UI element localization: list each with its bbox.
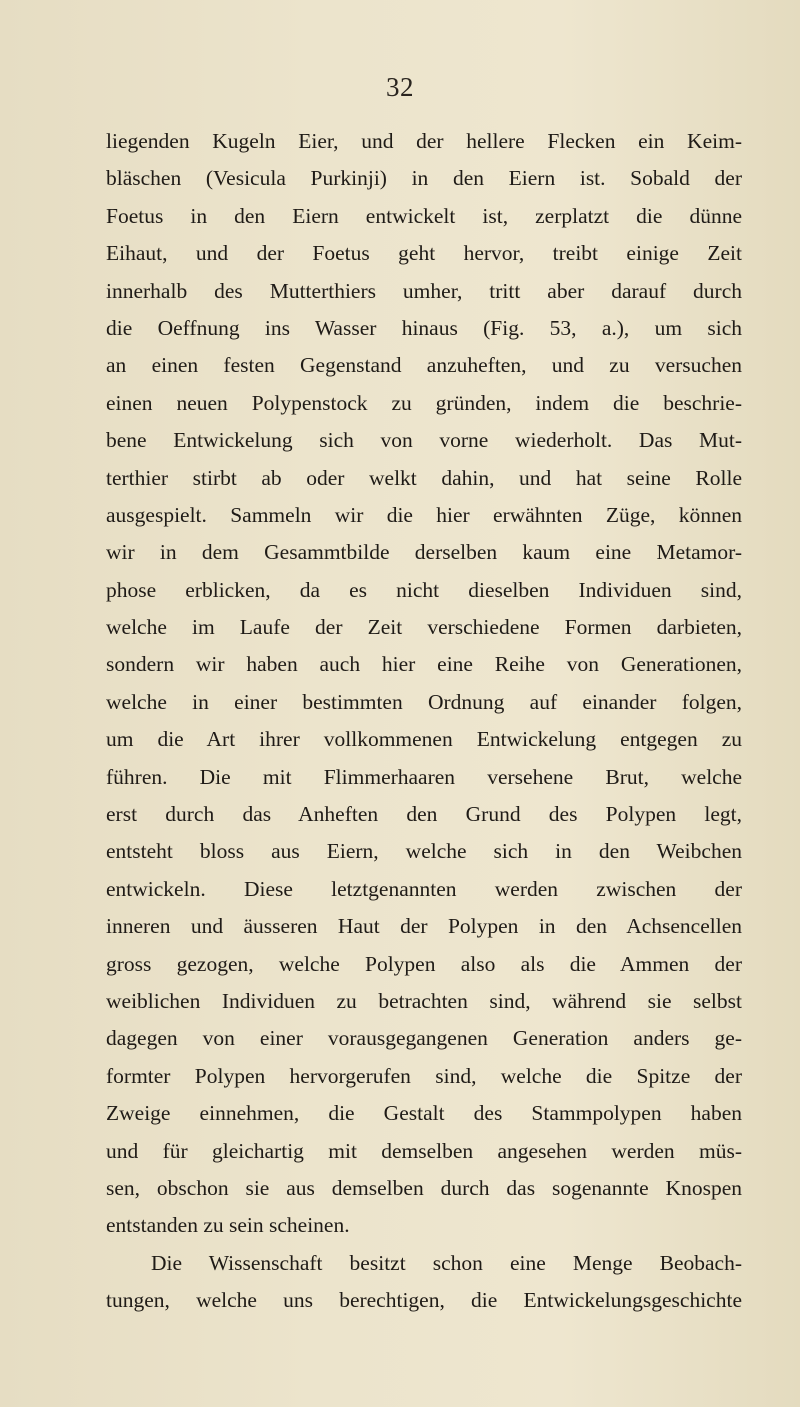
text-line: entstanden zu sein scheinen. — [106, 1213, 350, 1238]
text-line: tungen, welche uns berechtigen, die Entwickelungsgeschichte — [106, 1288, 742, 1313]
text-line: sen, obschon sie aus demselben durch das sogenannte Knospen — [106, 1175, 742, 1200]
body-text — [106, 123, 742, 1320]
text-line: bene Entwickelung sich von vorne wiederholt. Das Mut- — [106, 428, 742, 453]
text-line: einen neuen Polypenstock zu gründen, indem die beschrie- — [106, 390, 742, 415]
text-line: führen. Die mit Flimmerhaaren versehene Brut, welche — [106, 764, 742, 789]
text-line: Die Wissenschaft besitzt schon eine Menge Beobach- — [151, 1250, 742, 1275]
text-line: phose erblicken, da es nicht dieselben Individuen sind, — [106, 577, 742, 602]
text-line: die Oeffnung ins Wasser hinaus (Fig. 53, a.), um sich — [106, 315, 742, 340]
text-line: welche im Laufe der Zeit verschiedene Formen darbieten, — [106, 615, 742, 640]
text-line: Zweige einnehmen, die Gestalt des Stammpolypen haben — [106, 1101, 742, 1126]
text-line: um die Art ihrer vollkommenen Entwickelung entgegen zu — [106, 727, 742, 752]
text-line: weiblichen Individuen zu betrachten sind, während sie selbst — [106, 988, 742, 1013]
text-line: an einen festen Gegenstand anzuheften, und zu versuchen — [106, 353, 742, 378]
text-line: erst durch das Anheften den Grund des Polypen legt, — [106, 802, 742, 827]
text-line: innerhalb des Mutterthiers umher, tritt aber darauf durch — [106, 278, 742, 303]
text-line: entsteht bloss aus Eiern, welche sich in den Weibchen — [106, 839, 742, 864]
page-number: 32 — [386, 72, 414, 102]
text-line: liegenden Kugeln Eier, und der hellere Flecken ein Keim- — [106, 129, 742, 153]
text-line: sondern wir haben auch hier eine Reihe von Generationen, — [106, 652, 742, 677]
text-line: inneren und äusseren Haut der Polypen in den Achsencellen — [106, 914, 742, 939]
text-line: gross gezogen, welche Polypen also als die Ammen der — [106, 951, 742, 976]
text-line: formter Polypen hervorgerufen sind, welche die Spitze der — [106, 1063, 742, 1088]
text-line: entwickeln. Diese letztgenannten werden zwischen der — [106, 876, 742, 901]
text-line: Foetus in den Eiern entwickelt ist, zerplatzt die dünne — [106, 203, 742, 228]
text-line: welche in einer bestimmten Ordnung auf einander folgen, — [106, 689, 742, 714]
text-line: dagegen von einer vorausgegangenen Generation anders ge- — [106, 1026, 742, 1051]
text-line: Eihaut, und der Foetus geht hervor, treibt einige Zeit — [106, 241, 742, 266]
text-line: terthier stirbt ab oder welkt dahin, und hat seine Rolle — [106, 465, 742, 490]
text-line: und für gleichartig mit demselben angesehen werden müs- — [106, 1138, 742, 1163]
text-line: ausgespielt. Sammeln wir die hier erwähnten Züge, können — [106, 502, 742, 527]
text-line: wir in dem Gesammtbilde derselben kaum eine Metamor- — [106, 540, 742, 565]
text-line: bläschen (Vesicula Purkinji) in den Eiern ist. Sobald der — [106, 166, 742, 191]
